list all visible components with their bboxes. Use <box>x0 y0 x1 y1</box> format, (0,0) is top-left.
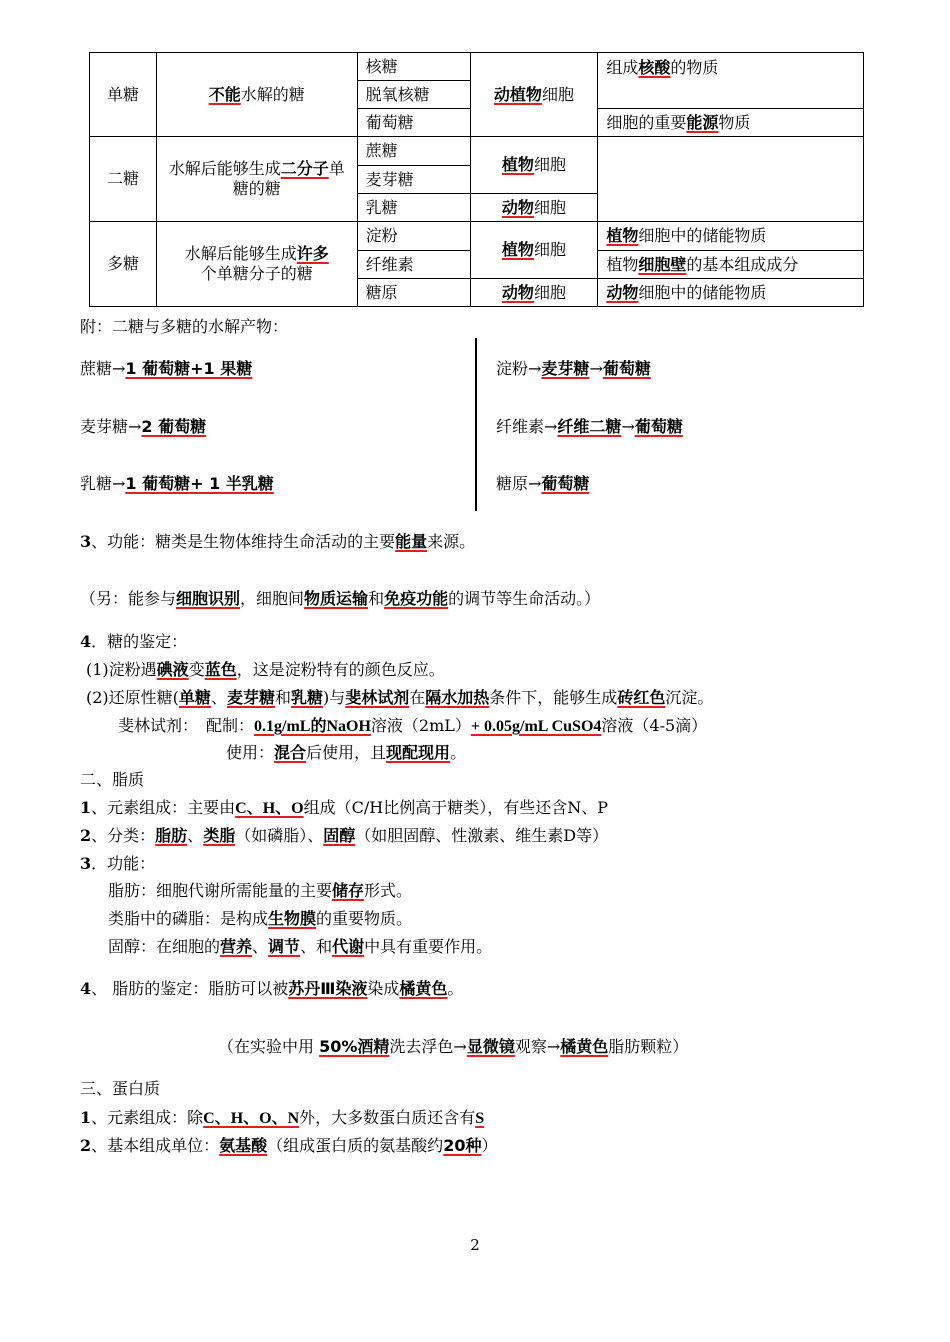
sugar-function-note: （另：能参与细胞识别，细胞间物质运输和免疫功能的调节等生命活动。） <box>80 589 601 608</box>
sugar-function: 3、功能：糖类是生物体维持生命活动的主要能量来源。 <box>80 532 476 551</box>
definition-cell: 水解后能够生成许多 个单糖分子的糖 <box>156 222 357 307</box>
function-cell-empty <box>598 137 864 222</box>
appendix-title: 附：二糖与多糖的水解产物： <box>80 317 289 336</box>
function-cell: 组成核酸的物质 <box>598 53 864 109</box>
hydrolysis-item: 麦芽糖→2 葡萄糖 <box>80 417 207 436</box>
function-cell: 动物细胞中的储能物质 <box>598 279 864 307</box>
function-cell: 植物细胞壁的基本组成成分 <box>598 251 864 279</box>
type-cell: 多糖 <box>90 222 157 307</box>
hydrolysis-item: 糖原→葡萄糖 <box>496 474 590 493</box>
fehling-use: 使用：混合后使用，且现配现用。 <box>226 743 467 762</box>
hydrolysis-item: 纤维素→纤维二糖→葡萄糖 <box>496 417 683 436</box>
lipid-classes: 2、分类：脂肪、类脂（如磷脂）、固醇（如胆固醇、性激素、维生素D等） <box>80 826 609 845</box>
lipid-elements: 1、元素组成：主要由C、H、O组成（C/H比例高于糖类），有些还含N、P <box>80 798 608 817</box>
sugar-table <box>89 52 864 307</box>
definition-cell: 水解后能够生成二分子单糖的糖 <box>156 137 357 222</box>
identify-title: 4．糖的鉴定： <box>80 632 188 651</box>
location-cell: 植物细胞 <box>470 137 598 194</box>
location-cell: 植物细胞 <box>470 222 598 279</box>
hydrolysis-item: 乳糖→1 葡萄糖+ 1 半乳糖 <box>80 474 274 493</box>
sugar-name: 淀粉 <box>357 222 470 251</box>
page-number: 2 <box>470 1236 480 1254</box>
protein-title: 三、蛋白质 <box>80 1079 161 1098</box>
fehling-prep: 斐林试剂： 配制：0.1g/mL的NaOH溶液（2mL）+ 0.05g/mL CuSO4溶液（4-5滴） <box>118 716 708 735</box>
sugar-name: 糖原 <box>357 279 470 307</box>
lipid-function-fat: 脂肪：细胞代谢所需能量的主要储存形式。 <box>108 881 413 900</box>
sugar-name: 乳糖 <box>357 194 470 222</box>
hydrolysis-item: 淀粉→麦芽糖→葡萄糖 <box>496 359 651 378</box>
lipid-function-sterol: 固醇：在细胞的营养、调节、和代谢中具有重要作用。 <box>108 937 493 956</box>
column-divider <box>475 338 477 511</box>
identify-starch: (1)淀粉遇碘液变蓝色，这是淀粉特有的颜色反应。 <box>86 660 445 679</box>
identify-reducing-sugar: (2)还原性糖(单糖、麦芽糖和乳糖)与斐林试剂在隔水加热条件下，能够生成砖红色沉淀。 <box>86 688 714 707</box>
sugar-name: 蔗糖 <box>357 137 470 166</box>
lipid-title: 二、脂质 <box>80 770 145 789</box>
sugar-name: 麦芽糖 <box>357 166 470 194</box>
sugar-name: 纤维素 <box>357 251 470 279</box>
hydrolysis-item: 蔗糖→1 葡萄糖+1 果糖 <box>80 359 253 378</box>
type-cell: 单糖 <box>90 53 157 137</box>
type-cell: 二糖 <box>90 137 157 222</box>
sugar-name: 核糖 <box>357 53 470 81</box>
sugar-name: 脱氧核糖 <box>357 81 470 109</box>
function-cell: 细胞的重要能源物质 <box>598 109 864 137</box>
fat-identify-note: （在实验中用 50%酒精洗去浮色→显微镜观察→橘黄色脂肪颗粒） <box>218 1037 689 1056</box>
location-cell: 动物细胞 <box>470 279 598 307</box>
lipid-function-phospholipid: 类脂中的磷脂：是构成生物膜的重要物质。 <box>108 909 413 928</box>
location-cell: 动植物细胞 <box>470 53 598 137</box>
lipid-function-title: 3．功能： <box>80 854 156 873</box>
sugar-name: 葡萄糖 <box>357 109 470 137</box>
location-cell: 动物细胞 <box>470 194 598 222</box>
protein-elements: 1、元素组成：除C、H、O、N外，大多数蛋白质还含有S <box>80 1108 485 1127</box>
protein-unit: 2、基本组成单位：氨基酸（组成蛋白质的氨基酸约20种） <box>80 1136 498 1155</box>
fat-identify: 4、 脂肪的鉴定：脂肪可以被苏丹Ⅲ染液染成橘黄色。 <box>80 979 464 998</box>
definition-cell: 不能水解的糖 <box>156 53 357 137</box>
function-cell: 植物细胞中的储能物质 <box>598 222 864 251</box>
